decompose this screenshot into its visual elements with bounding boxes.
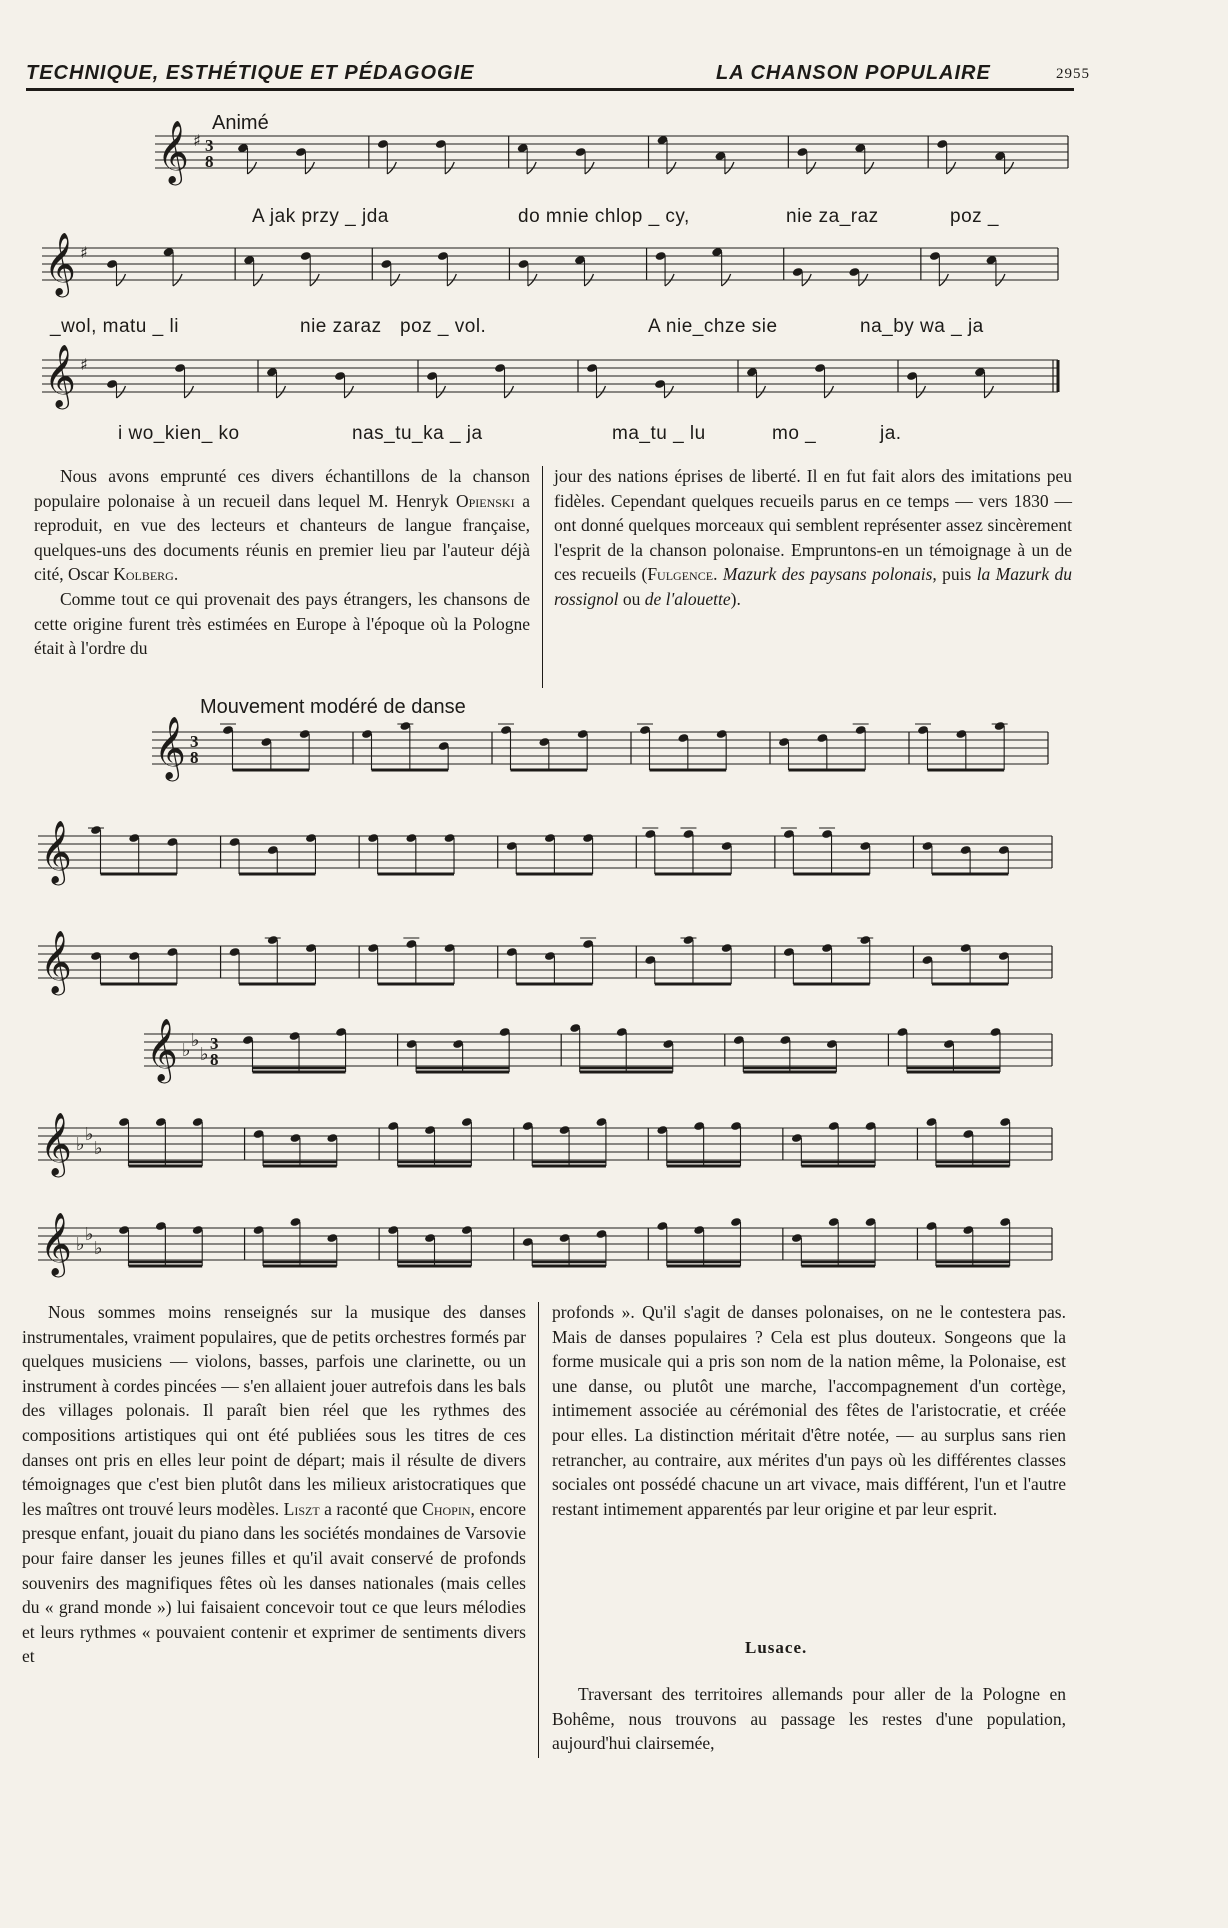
treble-clef: 𝄞 <box>157 120 189 183</box>
sharp-sign: ♯ <box>80 243 88 262</box>
author-name: Opienski <box>455 490 515 511</box>
header-right-title: LA CHANSON POPULAIRE <box>716 62 991 84</box>
time-signature: 3 <box>210 1034 219 1053</box>
treble-clef: 𝄞 <box>154 716 186 779</box>
text-run: puis <box>936 564 977 585</box>
column-divider <box>542 466 543 688</box>
song2-tempo: Mouvement modéré de danse <box>200 696 466 718</box>
work-title: la Mazurk du rossignol <box>554 564 1073 609</box>
author-name: Fulgence <box>647 564 714 585</box>
lyric-syllable: nie zaraz <box>300 316 382 337</box>
treble-clef: 𝄞 <box>44 232 76 295</box>
paragraph: Traversant des territoires allemands pour aller de la Pologne en Bohême, nous trouvons au passage les restes d'une population, aujourd'hui clairsemée, <box>552 1684 1066 1754</box>
text-run: Nous sommes moins renseignés sur la musique des danses instrumentales, vraiment populaires, que de petits orchestres formés par quelques musiciens — violons, basses, parfois une clarinette, ou un instrument à cordes pincées — s'en allaient jouer autrefois dans les bals des villages polonais. Il paraît bien réel que les rythmes des compositions artistiques qui ont été publiées sous les titres de ces danses ont pris en elles leur point de départ; mais il résulte de divers témoignages que c'est bien plutôt dans les milieux aristocratiques que les maîtres ont trouvé leurs modèles. <box>22 1302 526 1519</box>
paragraph2-column-left <box>22 1300 526 1669</box>
time-signature: 3 <box>190 732 199 751</box>
time-signature: 8 <box>205 152 214 171</box>
lyric-syllable: ma_tu _ lu <box>612 423 706 444</box>
page-number: 2955 <box>1056 66 1090 82</box>
author-name: Liszt <box>283 1498 320 1519</box>
flat-sign: ♭ <box>182 1040 191 1061</box>
text-run: ou <box>618 588 645 609</box>
flat-sign: ♭ <box>85 1124 94 1145</box>
treble-clef: 𝄞 <box>44 344 76 407</box>
lyric-syllable: mo _ <box>772 423 817 444</box>
text-run: a reproduit, en vue des lecteurs et chanteurs de langue française, quelques-uns des documents réunis en premier lieu par l'auteur déjà cité, Oscar <box>34 490 530 585</box>
flat-sign: ♭ <box>94 1238 103 1259</box>
paragraph: profonds ». Qu'il s'agit de danses polonaises, on ne le contestera pas. Mais de danses populaires ? Cela est plus douteux. Songeons que la forme musicale qui a pris son nom de la nation même, la Polonaise, est une danse, ou plutôt une marche, l'accompagnement d'un cortège, intimement associée au cérémonial des fêtes de l'aristocratie, et créée pour elles. La distinction méritait d'être notée, — au surplus sans rien retrancher, au contraire, aux mérites d'un pays où les différentes classes sociales ont possédé chacune un art vivace, mais différent, l'un et l'autre restant intimement apparentés par leur origine et par leur esprit. <box>552 1302 1066 1519</box>
treble-clef: 𝄞 <box>146 1018 178 1081</box>
time-signature: 8 <box>190 748 199 767</box>
column-divider <box>538 1302 539 1758</box>
lyric-syllable: na_by wa _ ja <box>860 316 984 337</box>
paragraph2-column-right <box>552 1300 1066 1521</box>
lyric-syllable: poz _ vol. <box>400 316 487 337</box>
treble-clef: 𝄞 <box>40 1212 72 1275</box>
flat-sign: ♭ <box>76 1234 85 1255</box>
header-left-title: TECHNIQUE, ESTHÉTIQUE ET PÉDAGOGIE <box>26 62 475 84</box>
paragraph1-column-left <box>34 464 530 661</box>
text-run: jour des nations éprises de liberté. Il en fut fait alors des imitations peu fidèles. Cependant quelques recueils parus en ce temps — vers 1830 — ont donné quelques morceaux qui semblent représenter assez sincèrement l'esprit de la chanson polonaise. Empruntons-en un témoignage à un de ces recueils ( <box>554 466 1072 585</box>
text-run: ). <box>730 588 741 609</box>
text-run: . <box>173 564 179 585</box>
treble-clef: 𝄞 <box>40 930 72 993</box>
lyric-syllable: A jak przy _ jda <box>252 206 389 227</box>
author-name: Kolberg <box>113 564 174 585</box>
lyric-syllable: i wo_kien_ ko <box>118 423 240 444</box>
time-signature: 3 <box>205 136 214 155</box>
sharp-sign: ♯ <box>80 355 88 374</box>
sharp-sign: ♯ <box>193 131 201 150</box>
time-signature: 8 <box>210 1050 219 1069</box>
lyric-syllable: _wol, matu _ li <box>50 316 179 337</box>
text-run: a raconté que <box>319 1498 423 1519</box>
work-title: Mazurk des paysans polonais, <box>722 564 937 585</box>
section-title: Lusace. <box>745 1638 808 1657</box>
treble-clef: 𝄞 <box>40 1112 72 1175</box>
flat-sign: ♭ <box>200 1044 209 1065</box>
flat-sign: ♭ <box>191 1030 200 1051</box>
paragraph2-column-right-cont <box>552 1682 1066 1756</box>
paragraph: Comme tout ce qui provenait des pays étrangers, les chansons de cette origine furent très estimées en Europe à l'époque où la Pologne était à l'ordre du <box>34 588 530 659</box>
text-run: . <box>713 564 723 585</box>
lyric-syllable: poz _ <box>950 206 999 227</box>
author-name: Chopin <box>422 1498 471 1519</box>
lyric-syllable: do mnie chlop _ cy, <box>518 206 690 227</box>
lyric-syllable: A nie_chze sie <box>648 316 778 337</box>
song1-tempo: Animé <box>212 112 269 134</box>
flat-sign: ♭ <box>85 1224 94 1245</box>
paragraph1-column-right <box>554 464 1072 612</box>
work-title: de l'alouette <box>644 588 731 609</box>
text-run: Nous avons emprunté ces divers échantillons de la chanson populaire polonaise à un recueil dans lequel M. Henryk <box>34 466 530 511</box>
flat-sign: ♭ <box>76 1134 85 1155</box>
lyric-syllable: ja. <box>880 423 902 444</box>
lyric-syllable: nie za_raz <box>786 206 879 227</box>
text-run: , encore presque enfant, jouait du piano dans les sociétés mondaines de Varsovie pour faire danser les jeunes filles et qu'il avait conservé de profonds souvenirs des magnifiques fêtes où les danses nationales (mais celles du « grand monde ») lui faisaient concevoir tout ce que leurs mélodies et leurs rythmes « pouvaient contenir et exprimer de sentiments divers et <box>22 1498 527 1667</box>
lyric-syllable: nas_tu_ka _ ja <box>352 423 483 444</box>
flat-sign: ♭ <box>94 1138 103 1159</box>
treble-clef: 𝄞 <box>40 820 72 883</box>
